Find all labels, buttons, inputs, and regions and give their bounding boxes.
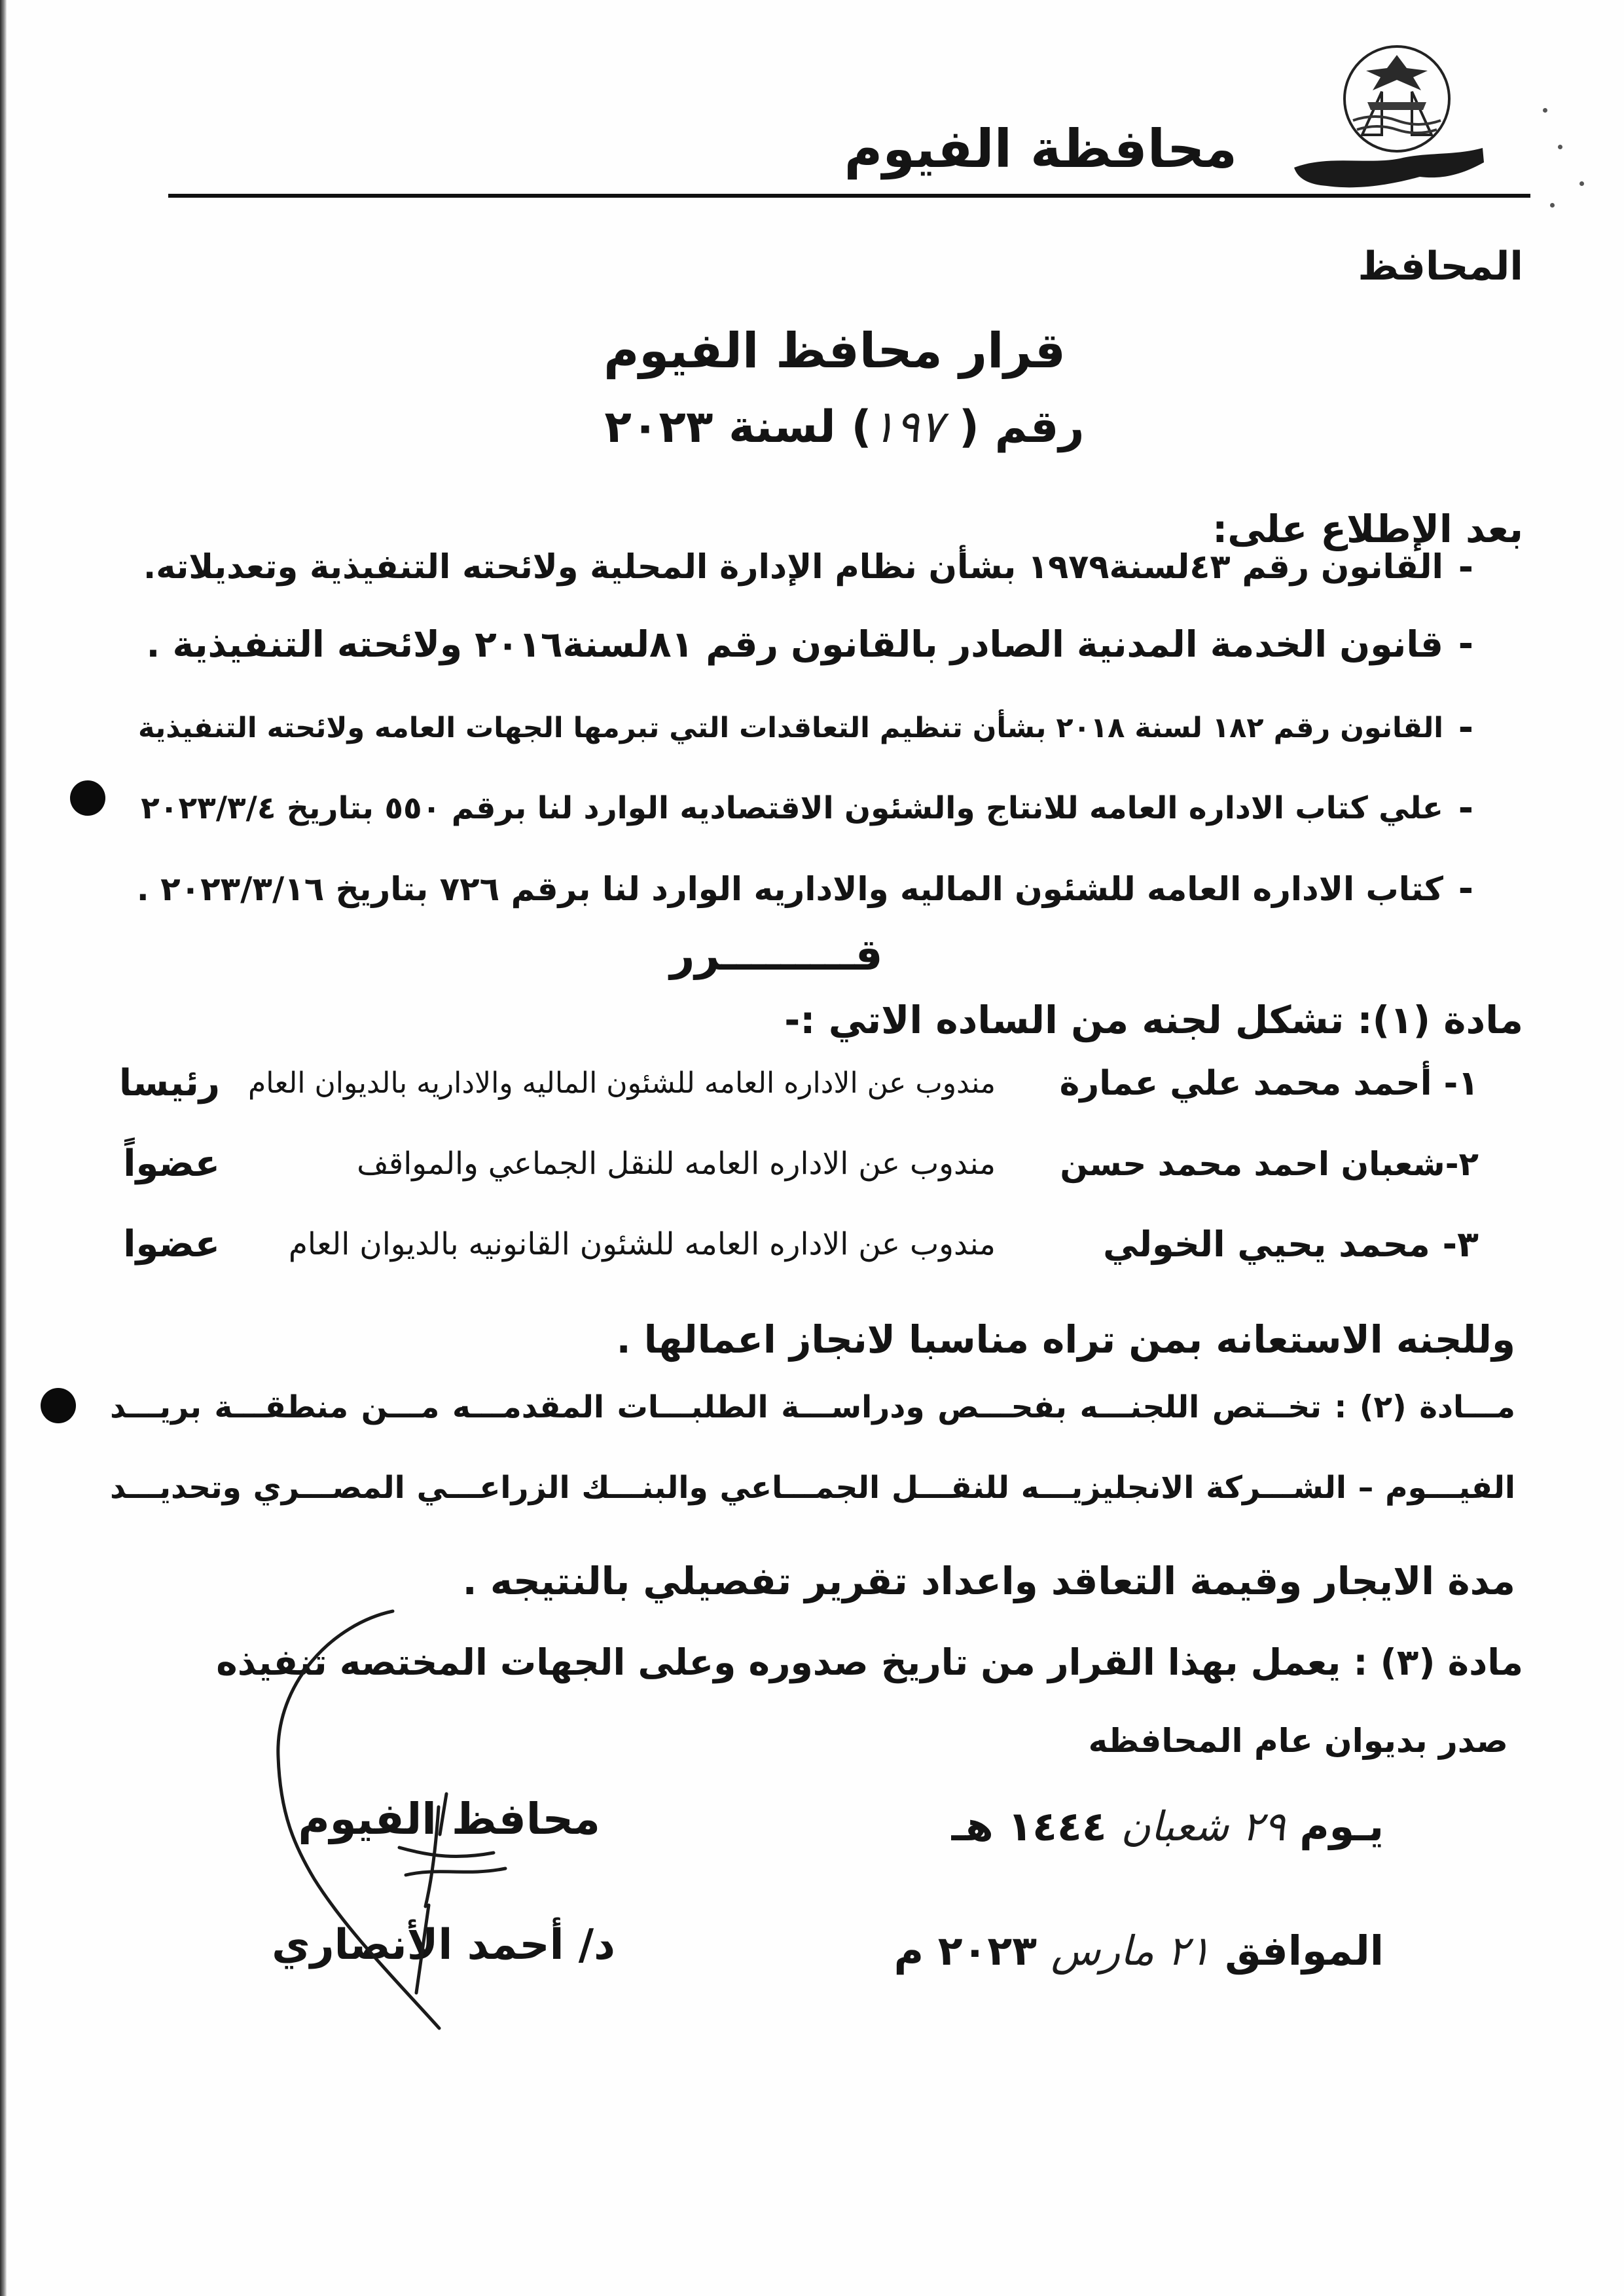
gregorian-date-suffix: ٢٠٢٣ م [893,1927,1038,1975]
decree-number-handwritten: ١٩٧ [871,401,944,453]
scan-speck [1550,203,1555,208]
preamble-item-text: علي كتاب الاداره العامه للانتاج والشئون الاقتصاديه الوارد لنا برقم ٥٥٠ بتاريخ ٢٠٢٣/٣/٤ [141,790,1443,826]
signatory-name: د/ أحمد الأنصاري [272,1921,615,1969]
article-3-text: مادة (٣) : يعمل بهذا القرار من تاريخ صدوره وعلى الجهات المختصه تنفيذه [216,1641,1523,1683]
logo-map-shape [1294,148,1484,187]
preamble-item [0,781,1624,836]
member-role: عضواً [123,1142,220,1185]
member-role: عضوا [123,1223,220,1266]
scan-speck [1558,145,1562,149]
member-description: مندوب عن الاداره العامه للنقل الجماعي والمواقف [357,1146,996,1182]
article-2-line: مـــادة (٢) : تخــتص اللجنـــه بفحـــص ودراســـة الطلبـــات المقدمـــه مـــن منطقـــة بريـــد [110,1389,1515,1425]
preamble-bullet: - [1458,623,1473,665]
decree-number-prefix: رقم ( [943,401,1085,453]
scan-speck [1543,108,1547,113]
article-2-line: الفيـــوم – الشـــركة الانجليزيـــه للنقـــل الجمـــاعي والبنـــك الزراعـــي المصـــري وتحديـــد [110,1470,1515,1506]
office-label: المحافظ [1358,244,1523,289]
governorate-name: محافظة الفيوم [844,118,1237,179]
preamble-item-text: كتاب الاداره العامه للشئون الماليه والاداريه الوارد لنا برقم ٧٢٦ بتاريخ ٢٠٢٣/٣/١٦ . [136,870,1443,908]
committee-member-row [0,1054,1624,1113]
punch-hole-mark [70,780,105,816]
gregorian-date-handwritten: ٢١ مارس [1051,1927,1211,1975]
preamble-bullet: - [1458,546,1473,589]
member-name: ٢-شعبان احمد محمد حسن [1060,1145,1479,1183]
preamble-heading: بعد الإطلاع على: [1212,507,1523,551]
issued-at-text: صدر بديوان عام المحافظه [1088,1722,1508,1760]
committee-note: وللجنه الاستعانه بمن تراه مناسبا لانجاز اعمالها . [616,1317,1515,1362]
gregorian-date [795,1920,1384,1981]
preamble-bullet: - [1458,706,1473,749]
preamble-item-text: قانون الخدمة المدنية الصادر بالقانون رقم ٨١لسنة٢٠١٦ ولائحته التنفيذية . [146,623,1443,665]
member-description: مندوب عن الاداره العامه للشئون القانونيه بالديوان العام [288,1226,996,1262]
preamble-bullet: - [1458,867,1473,910]
gregorian-date-prefix: الموافق [1210,1927,1384,1975]
member-description: مندوب عن الاداره العامه للشئون الماليه والاداريه بالديوان العام [247,1066,996,1100]
decree-title: قرار محافظ الفيوم [604,323,1066,379]
preamble-item [0,701,1624,756]
preamble-item [0,617,1624,672]
logo-inner-band [1367,102,1426,110]
punch-hole-mark [41,1388,76,1423]
member-name: ٣- محمد يحيي الخولي [1103,1224,1479,1265]
member-role: رئيسا [118,1062,220,1104]
handwritten-signature [242,1597,543,2056]
signature-arc-stroke [278,1611,439,2028]
hijri-date-prefix: يـوم [1285,1802,1384,1850]
signatory-title: محافظ الفيوم [298,1794,600,1844]
preamble-item [0,862,1624,917]
preamble-bullet: - [1458,787,1473,829]
committee-member-row [0,1135,1624,1194]
preamble-item-text: القانون رقم ١٨٢ لسنة ٢٠١٨ بشأن تنظيم التعاقدات التي تبرمها الجهات العامه ولائحته التنفيذية [138,712,1443,744]
decided-heading: قـــــــــرر [670,930,883,980]
hijri-date [795,1796,1384,1857]
member-name: ١- أحمد محمد علي عمارة [1060,1064,1479,1103]
preamble-item-text: القانون رقم ٤٣لسنة١٩٧٩ بشأن نظام الإدارة المحلية ولائحته التنفيذية وتعديلاته. [143,548,1443,587]
logo-eagle [1366,55,1428,90]
decree-number-line [517,394,1172,461]
committee-member-row [0,1215,1624,1274]
governorate-logo [1289,37,1487,194]
hijri-date-suffix: ١٤٤٤ هـ [951,1802,1107,1850]
scan-speck [1579,181,1584,186]
article-1-heading: مادة (١): تشكل لجنه من الساده الاتي :- [784,998,1523,1042]
article-2-line: مدة الايجار وقيمة التعاقد واعداد تقرير تفصيلي بالنتيجه . [462,1559,1515,1603]
hijri-date-handwritten: ٢٩ شعبان [1121,1802,1286,1850]
signature-scribble [399,1794,505,1993]
decree-number-suffix: ) لسنة ٢٠٢٣ [604,401,872,453]
preamble-item [0,540,1624,595]
header-divider [168,194,1530,198]
